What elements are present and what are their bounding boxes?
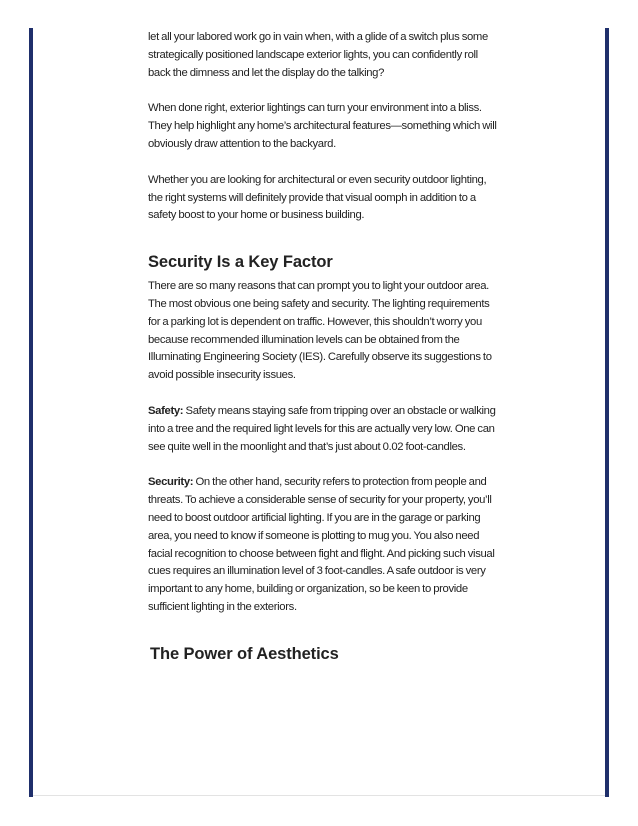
page-bottom-rule (33, 795, 605, 796)
section-heading-security: Security Is a Key Factor (148, 253, 333, 272)
safety-label: Safety: (148, 404, 184, 417)
section-heading-aesthetics: The Power of Aesthetics (150, 644, 339, 663)
safety-paragraph (148, 403, 498, 456)
article-body (148, 29, 498, 664)
security-label: Security: (148, 476, 194, 489)
safety-text: Safety means staying safe from tripping over an obstacle or walking into a tree and the required light levels for this are actually very low. One can see quite well in the moonlight and that’s just about 0.02 foot-candles. (148, 404, 496, 453)
intro-paragraph-2: When done right, exterior lightings can turn your environment into a bliss. They help highlight any home’s architectural features—something which will obviously draw attention to the backyard. (148, 102, 497, 150)
page-border-right (605, 28, 609, 797)
security-text: On the other hand, security refers to protection from people and threats. To achieve a considerable sense of security for your property, you’ll need to boost outdoor artificial lighting. If you are in the garage or parking area, you need to know if someone is plotting to mug you. You also need facial recognition to choose between fight and flight. And picking such visual cues requires an illumination level of 3 foot-candles. A safe outdoor is very important to any home, building or organization, so be keen to provide sufficient lighting in the exteriors. (148, 476, 495, 613)
intro-paragraph-3: Whether you are looking for architectural or even security outdoor lighting, the right systems will definitely provide that visual oomph in addition to a safety boost to your home or business building. (148, 173, 487, 222)
security-paragraph (148, 474, 498, 616)
intro-paragraph-1: let all your labored work go in vain when, with a glide of a switch plus some strategically positioned landscape exterior lights, you can confidently roll back the dimness and let the display do the talking? (148, 31, 488, 79)
security-intro-paragraph: There are so many reasons that can prompt you to light your outdoor area. The most obvious one being safety and security. The lighting requirements for a parking lot is dependent on traffic. However, this shouldn’t worry you because recommended illumination levels can be obtained from the Illuminating Engineering Society (IES). Carefully observe its suggestions to avoid possible insecurity issues. (148, 280, 492, 382)
page-border-left (29, 28, 33, 797)
